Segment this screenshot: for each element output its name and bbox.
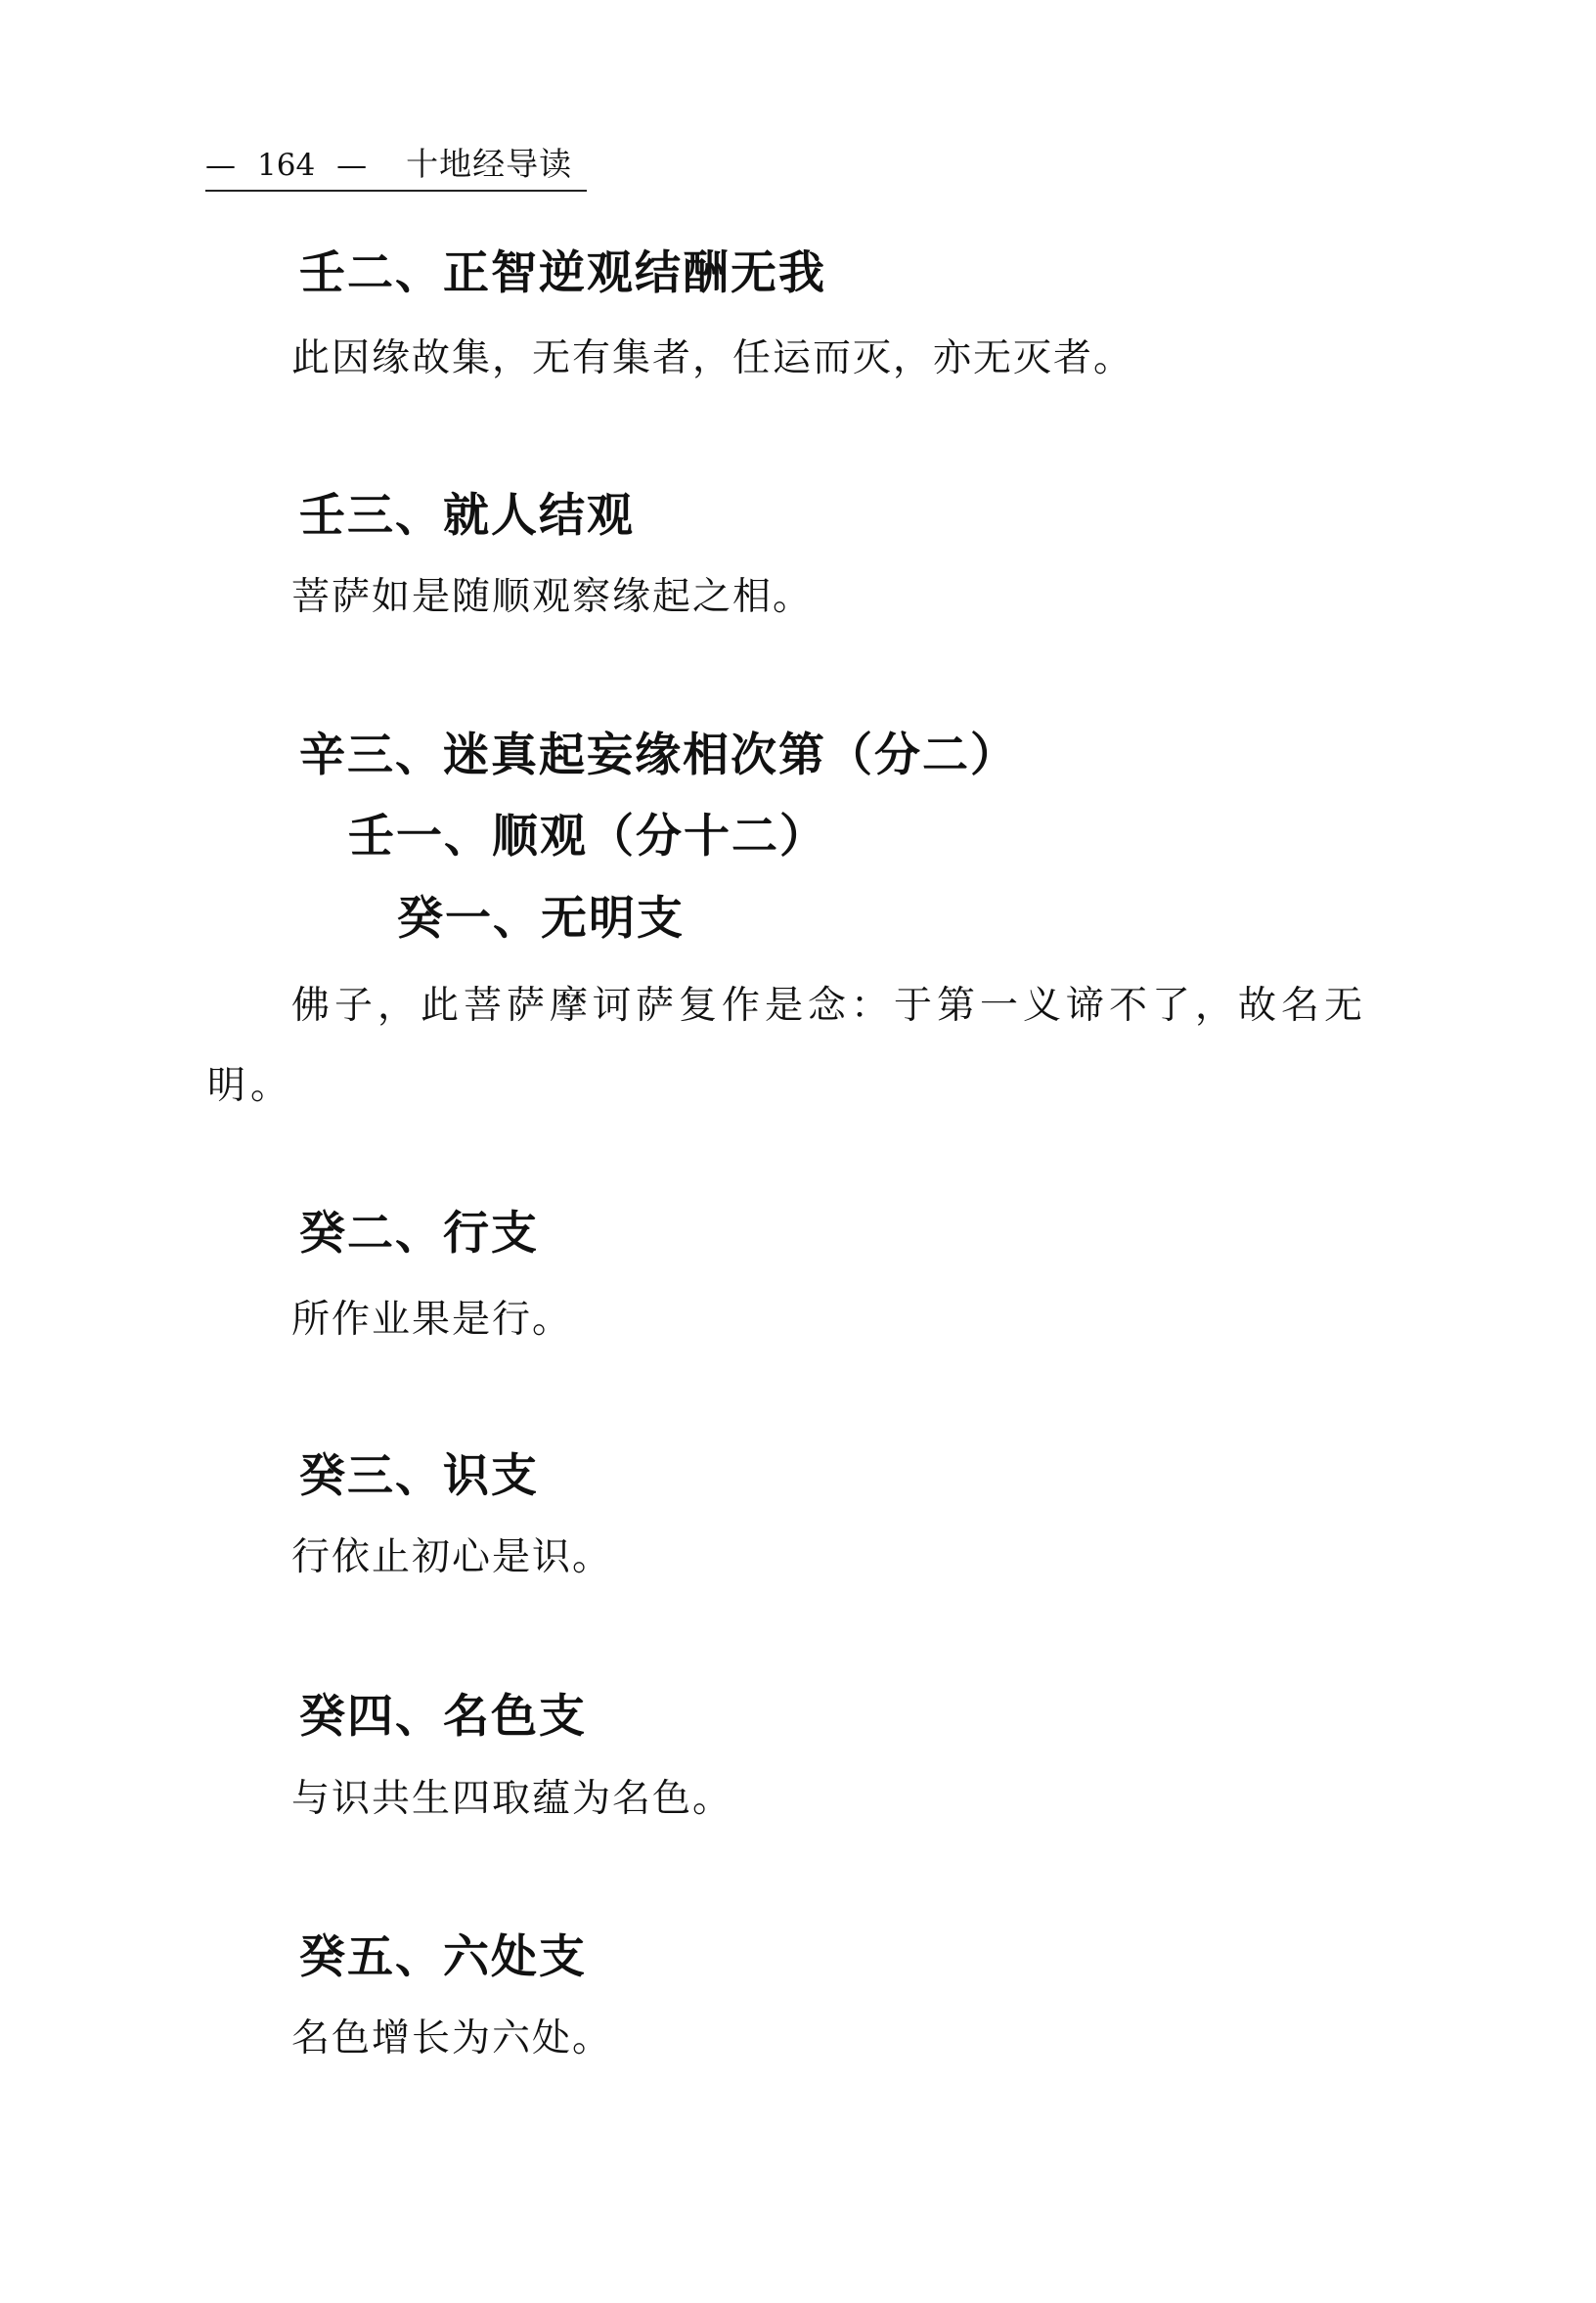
section-heading-xin3: 辛三、迷真起妄缘相次第（分二） — [299, 729, 1018, 782]
section-text-ren3: 菩萨如是随顺观察缘起之相。 — [291, 575, 814, 619]
section-text-gui5: 名色增长为六处。 — [291, 2016, 613, 2060]
section-text-gui3: 行依止初心是识。 — [291, 1535, 613, 1579]
section-text-gui2: 所作业果是行。 — [291, 1298, 573, 1342]
section-heading-gui2: 癸二、行支 — [299, 1207, 539, 1261]
book-title: 十地经导读 — [406, 145, 573, 183]
running-header — [205, 143, 587, 192]
header-dash-right: — — [336, 148, 368, 183]
section-text-ren2: 此因缘故集，无有集者，任运而灭，亦无灭者。 — [291, 336, 1134, 380]
page-number: 164 — [257, 148, 316, 183]
section-heading-ren2: 壬二、正智逆观结酬无我 — [299, 246, 826, 300]
section-text-gui1: 佛子，此菩萨摩诃萨复作是念：于第一义谛不了，故名无明。 — [207, 984, 1368, 1108]
header-dash-left: — — [205, 148, 236, 183]
section-heading-gui5: 癸五、六处支 — [299, 1930, 587, 1984]
section-heading-ren3: 壬三、就人结观 — [299, 489, 635, 543]
section-heading-ren1: 壬一、顺观（分十二） — [348, 810, 827, 864]
section-heading-gui4: 癸四、名色支 — [299, 1690, 587, 1744]
section-heading-gui1: 癸一、无明支 — [397, 892, 685, 946]
section-heading-gui3: 癸三、识支 — [299, 1449, 539, 1503]
section-text-gui4: 与识共生四取蕴为名色。 — [291, 1777, 733, 1821]
